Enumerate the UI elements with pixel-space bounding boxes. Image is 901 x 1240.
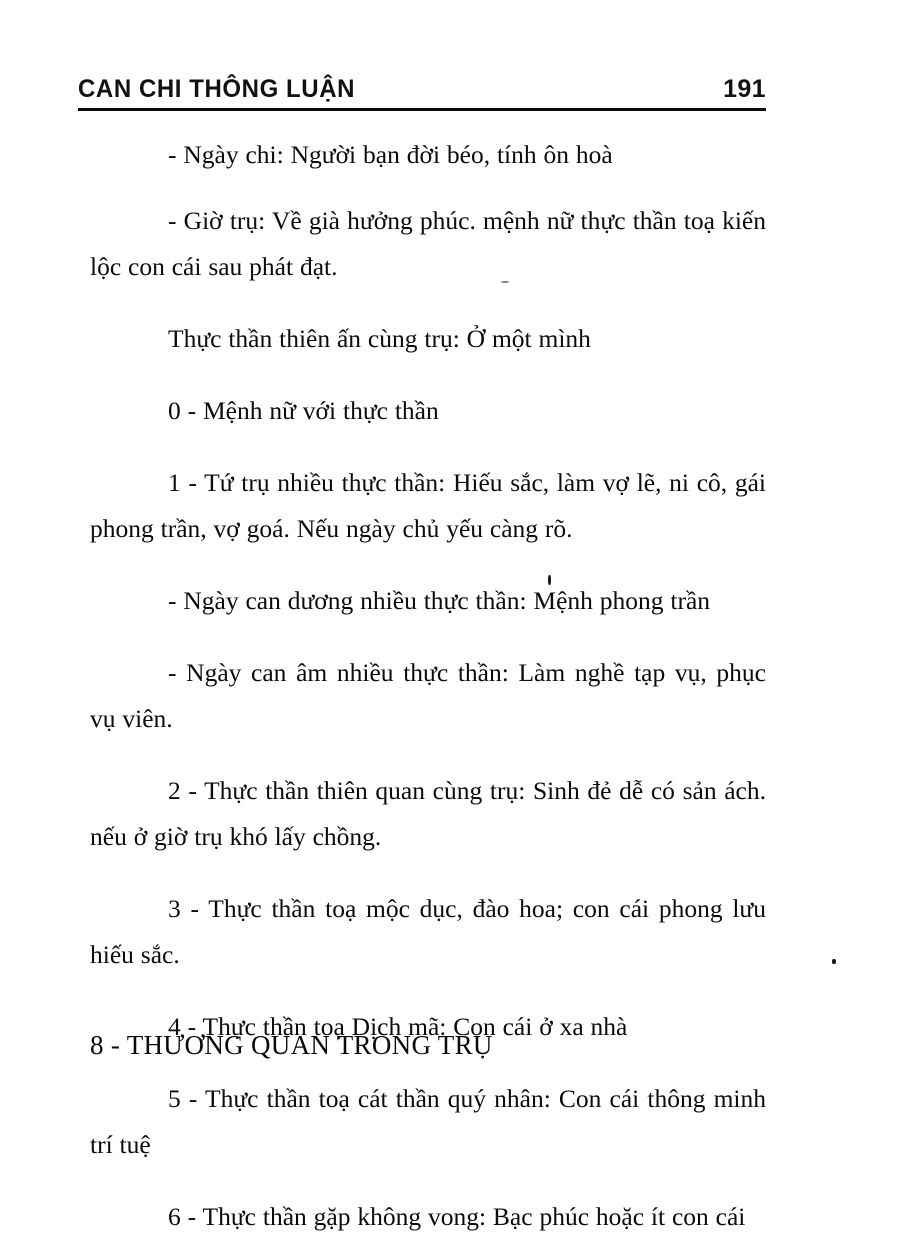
body-text-block: [90, 132, 766, 1240]
page-title: CAN CHI THÔNG LUẬN: [78, 75, 356, 103]
paragraph-day-stem-yin: - Ngày can âm nhiều thực thần: Làm nghề tạp vụ, phục vụ viên.: [90, 658, 766, 733]
paragraph-hour-pillar: - Giờ trụ: Về già hưởng phúc. mệnh nữ thực thần toạ kiến lộc con cái sau phát đạt.: [90, 206, 766, 281]
running-head: [78, 68, 766, 102]
paragraph-item-1: 1 - Tứ trụ nhiều thực thần: Hiếu sắc, làm vợ lẽ, ni cô, gái phong trần, vợ goá. Nếu ngày chủ yếu càng rõ.: [90, 468, 766, 543]
paragraph-item-5: 5 - Thực thần toạ cát thần quý nhân: Con cái thông minh trí tuệ: [90, 1084, 766, 1159]
paragraph-thuc-than-thien-an: Thực thần thiên ấn cùng trụ: Ở một mình: [168, 324, 591, 353]
paragraph-item-6: 6 - Thực thần gặp không vong: Bạc phúc hoặc ít con cái: [168, 1202, 746, 1231]
scan-speck-artifact: [832, 959, 836, 964]
section-heading-thuong-quan: 8 - THƯƠNG QUAN TRONG TRỤ: [90, 1030, 493, 1060]
scan-speck-artifact: [501, 281, 509, 283]
paragraph-item-0: 0 - Mệnh nữ với thực thần: [168, 396, 439, 425]
scan-speck-artifact: [548, 575, 551, 585]
paragraph-item-4: 4 - Thực thần toạ Dịch mã: Con cái ở xa nhà: [168, 1012, 628, 1041]
paragraph-day-branch: - Ngày chi: Người bạn đời béo, tính ôn hoà: [168, 140, 613, 169]
header-divider: [78, 108, 766, 111]
paragraph-item-3: 3 - Thực thần toạ mộc dục, đào hoa; con cái phong lưu hiếu sắc.: [90, 894, 766, 969]
paragraph-item-2: 2 - Thực thần thiên quan cùng trụ: Sinh đẻ dễ có sản ách. nếu ở giờ trụ khó lấy chồng.: [90, 776, 766, 851]
page-number: 191: [723, 75, 766, 103]
paragraph-day-stem-yang: - Ngày can dương nhiều thực thần: Mệnh phong trần: [168, 586, 711, 615]
